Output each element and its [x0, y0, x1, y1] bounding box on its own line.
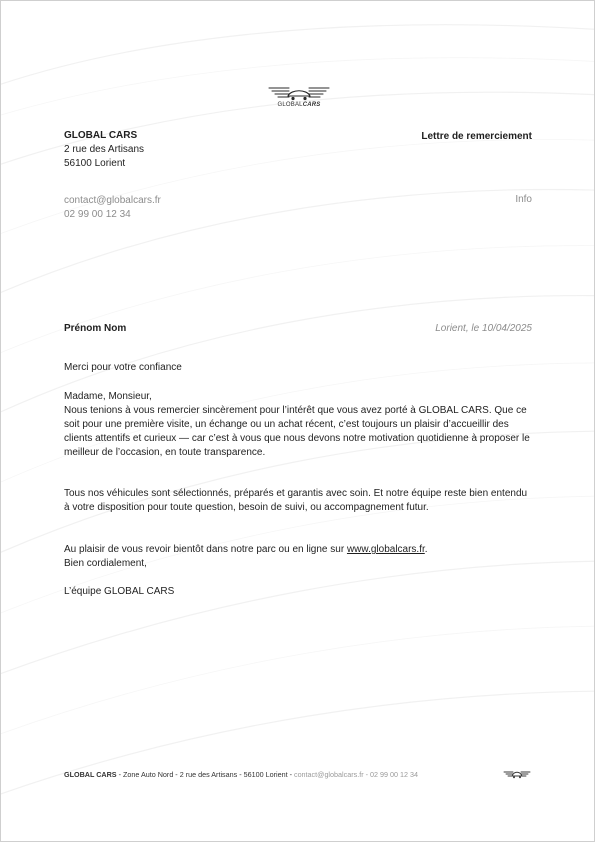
letter-closing: Bien cordialement, — [64, 558, 147, 569]
recipient-name: Prénom Nom — [64, 323, 127, 334]
wings-car-logo-icon — [503, 769, 531, 779]
letter-signature: L’équipe GLOBAL CARS — [64, 586, 175, 597]
sender-address-block — [64, 129, 144, 171]
footer-brand: GLOBAL CARS — [64, 770, 117, 779]
wings-car-logo-icon — [267, 85, 331, 102]
sender-city: 56100 Lorient — [64, 158, 126, 169]
letter-greeting: Madame, Monsieur, — [64, 391, 152, 402]
footer-email: contact@globalcars.fr — [293, 770, 364, 779]
letter-paragraph-2: Tous nos véhicules sont sélectionnés, préparés et garantis avec soin. Et notre équipe reste bien entendu à votre disposition pour toute question, besoin de suivi, ou accompagnement futur. — [64, 488, 528, 513]
sender-street: 2 rue des Artisans — [64, 144, 145, 155]
website-link[interactable]: www.globalcars.fr — [346, 544, 425, 555]
sender-email: contact@globalcars.fr — [64, 195, 161, 206]
footer-address: Zone Auto Nord - 2 rue des Artisans - 56100 Lorient — [122, 770, 288, 779]
company-logo — [267, 85, 331, 111]
logo-wordmark: GLOBALCARS — [277, 102, 321, 108]
letter-subject: Merci pour votre confiance — [64, 362, 182, 373]
sender-phone: 02 99 00 12 34 — [64, 209, 131, 220]
footer-phone: 02 99 00 12 34 — [369, 770, 418, 779]
letter-paragraph-1: Nous tenions à vous remercier sincèrement pour l’intérêt que vous avez porté à GLOBAL CARS. Que ce soit pour une première visite, un échange ou un achat récent, c’est toujours un plaisir d’accueillir des clients attentifs et curieux — car c’est à vous que nous devons notre motivation quotidienne à proposer le meilleur de l’occasion, en toute transparence. — [64, 405, 530, 458]
date-line: Lorient, le 10/04/2025 — [435, 323, 532, 334]
sender-name: GLOBAL CARS — [64, 130, 138, 141]
sender-contact-block — [64, 194, 161, 222]
info-label: Info — [515, 194, 532, 205]
document-type-title: Lettre de remerciement — [421, 131, 532, 142]
page-footer: GLOBAL CARS - Zone Auto Nord - 2 rue des Artisans - 56100 Lorient - contact@globalcars.fr - 02 99 00 12 34 — [64, 770, 418, 779]
letter-paragraph-3: Au plaisir de vous revoir bientôt dans notre parc ou en ligne sur www.globalcars.fr. — [64, 544, 428, 555]
